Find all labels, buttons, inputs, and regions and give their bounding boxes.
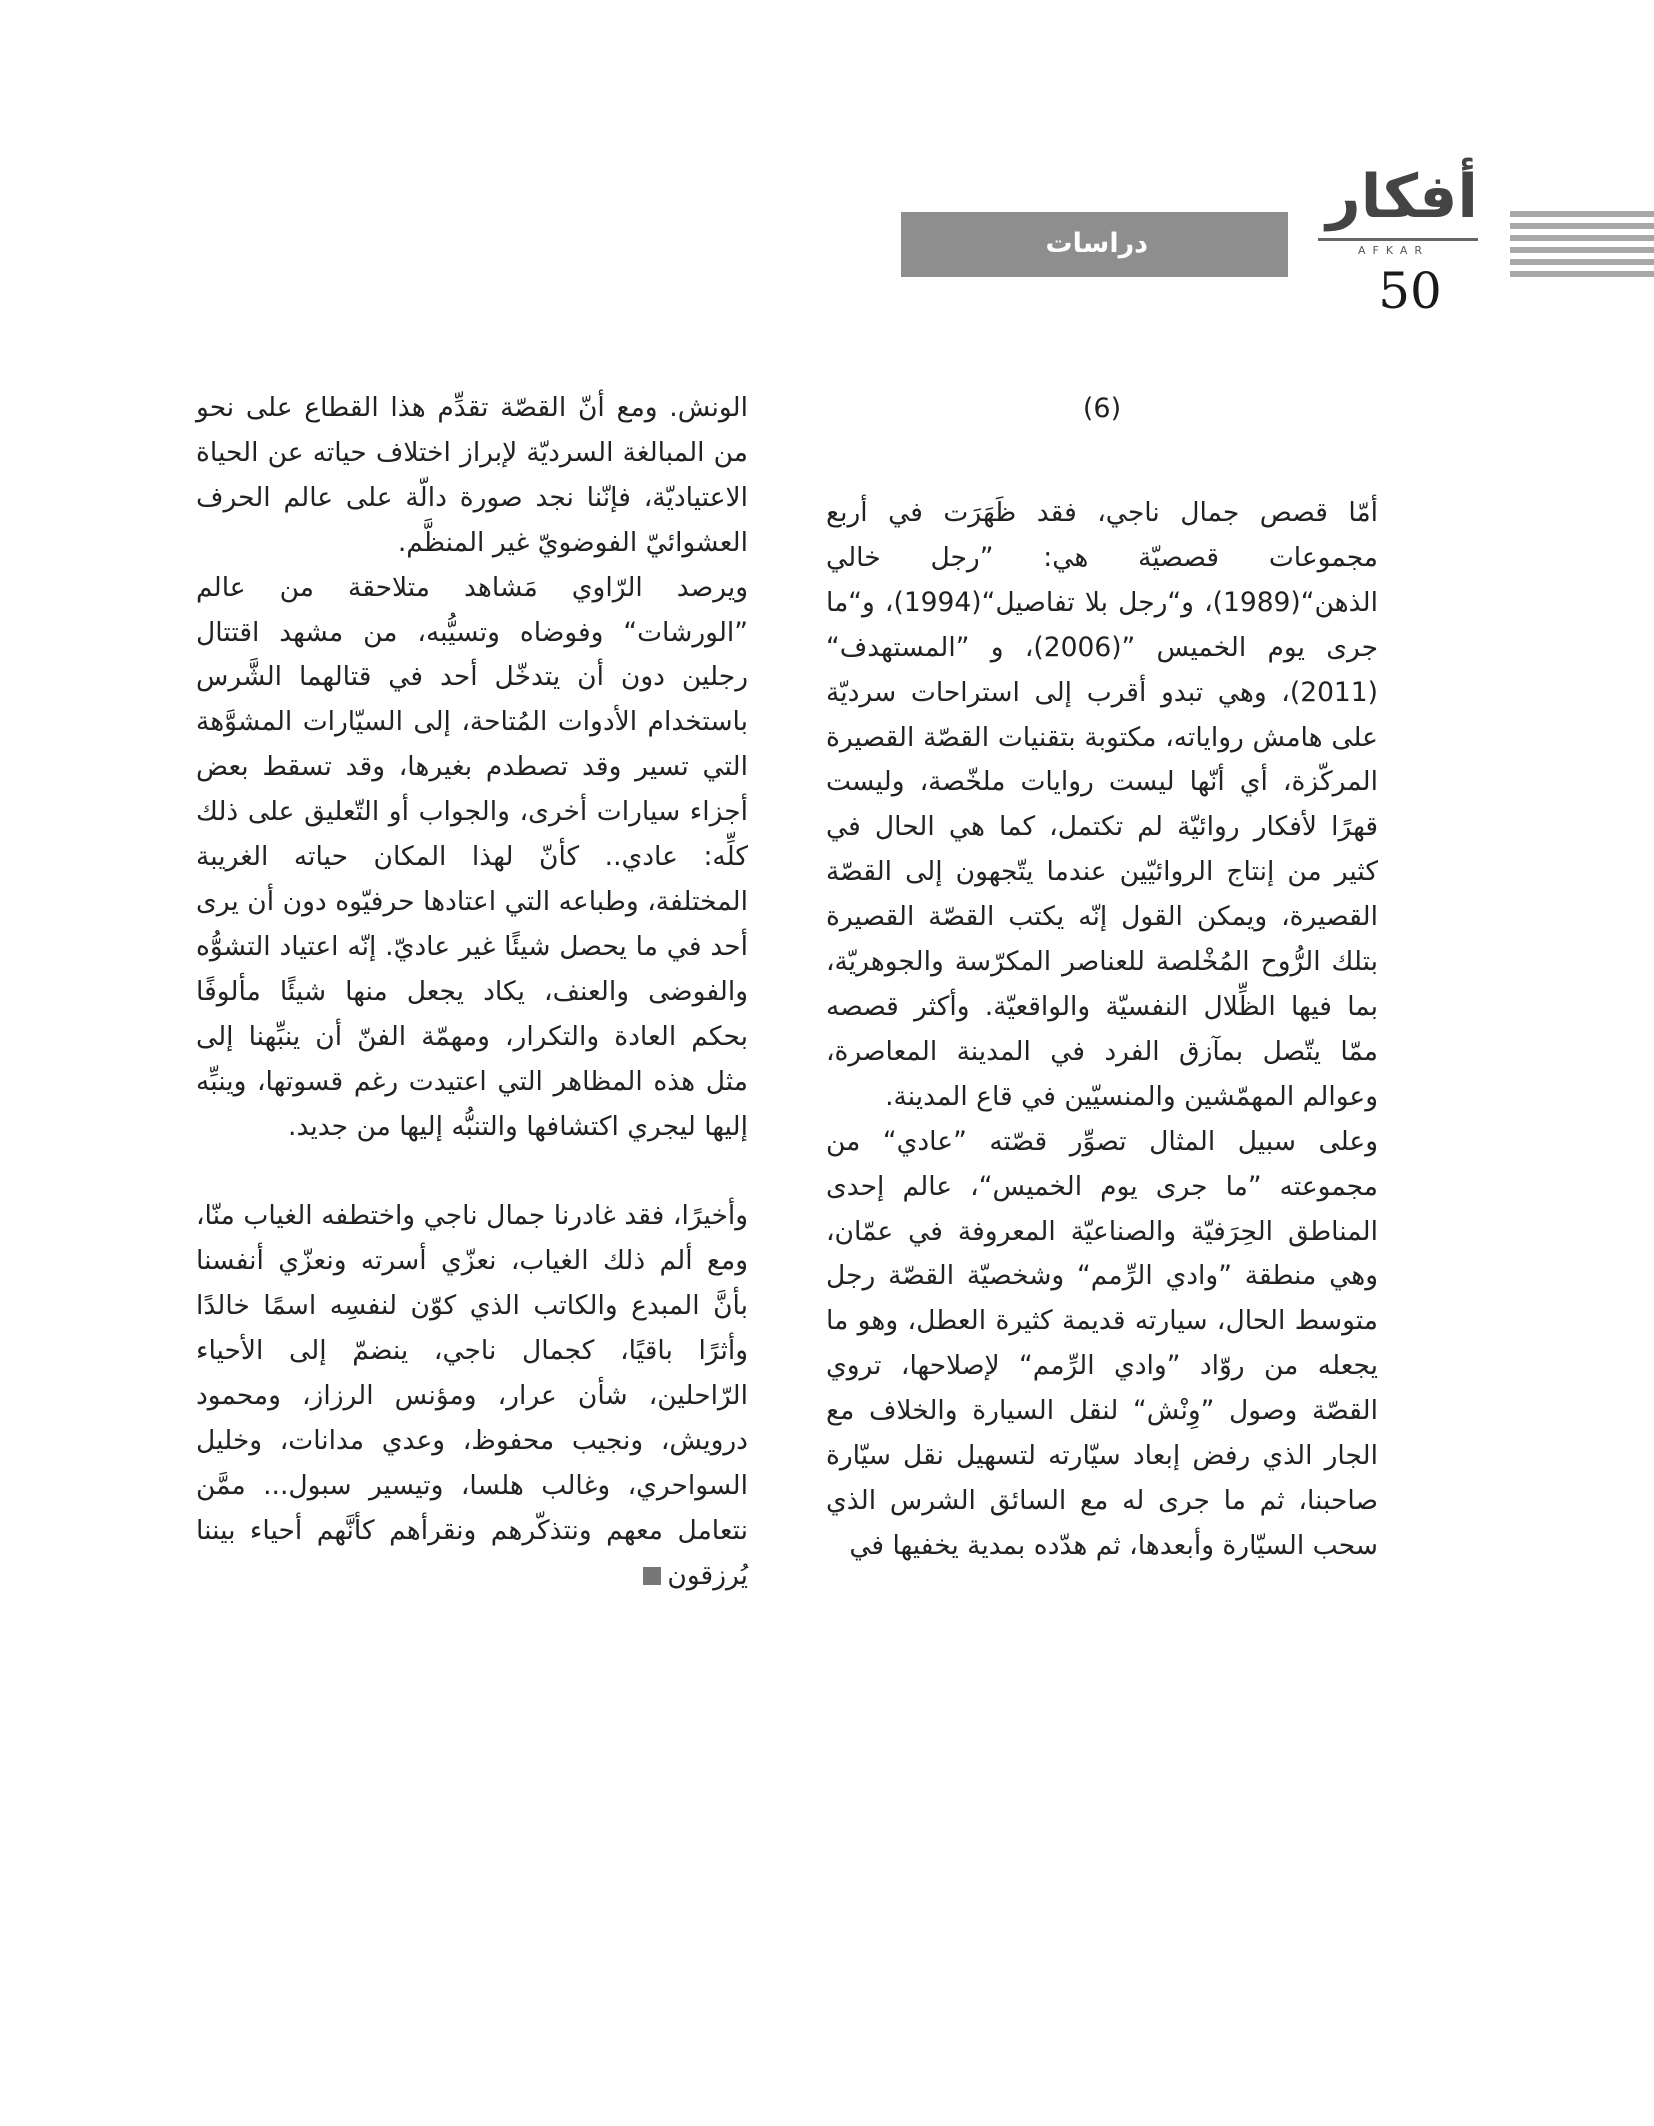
paragraph: الونش. ومع أنّ القصّة تقدِّم هذا القطاع على نحو من المبالغة السرديّة لإبراز اختلاف حياته عن الحياة الاعتياديّة، فإنّنا نجد صورة دالّة على عالم الحرف العشوائيّ الفوضويّ غير المنظَّم.	[196, 392, 748, 558]
end-of-article-square-icon	[643, 1567, 661, 1585]
logo-arabic: أفكار	[1326, 162, 1478, 232]
section-label: دراسات	[1045, 228, 1148, 259]
paragraph: أمّا قصص جمال ناجي، فقد ظَهَرَت في أربع مجموعات قصصيّة هي: ”رجل خالي الذهن“(1989)، و“رجل بلا تفاصيل“(1994)، و“ما جرى يوم الخميس ”(2006)، و ”المستهدف“ (2011)، وهي تبدو أقرب إلى استراحات سرديّة على هامش رواياته، مكتوبة بتقنيات القصّة القصيرة المركّزة، أي أنّها ليست روايات ملخّصة، وليست قهرًا لأفكار روائيّة لم تكتمل، كما هي الحال في كثير من إنتاج الروائيّين عندما يتّجهون إلى القصّة القصيرة، ويمكن القول إنّه يكتب القصّة القصيرة بتلك الرُّوح المُخْلصة للعناصر المكرّسة والجوهريّة، بما فيها الظِّلال النفسيّة والواقعيّة. وأكثر قصصه ممّا يتّصل بمآزق الفرد في المدينة المعاصرة، وعوالم المهمّشين والمنسيّين في قاع المدينة.	[826, 497, 1379, 1112]
closing-text: وأخيرًا، فقد غادرنا جمال ناجي واختطفه الغياب منّا، ومع ألم ذلك الغياب، نعزّي أسرته ونعزّي أنفسنا بأنَّ المبدع والكاتب الذي كوّن لنفسِه اسمًا خالدًا وأثرًا باقيًا، كجمال ناجي، ينضمّ إلى الأحياء الرّاحلين، شأن عرار، ومؤنس الرزاز، ومحمود درويش، ونجيب محفوظ، وعدي مدانات، وخليل السواحري، وغالب هلسا، وتيسير سبول... ممَّن نتعامل معهم ونتذكّرهم ونقرأهم كأنَّهم أحياء بيننا يُرزقون	[196, 1200, 748, 1591]
logo-english: AFKAR	[1358, 244, 1430, 257]
magazine-logo	[1318, 162, 1478, 262]
paragraph: ويرصد الرّاوي مَشاهد متلاحقة من عالم ”الورشات“ وفوضاه وتسيُّبه، من مشهد اقتتال رجلين دون أن يتدخّل أحد في قتالهما الشَّرس باستخدام الأدوات المُتاحة، إلى السيّارات المشوَّهة التي تسير وقد تصطدم بغيرها، وقد تسقط بعض أجزاء سيارات أخرى، والجواب أو التّعليق على ذلك كلِّه: عادي.. كأنّ لهذا المكان حياته الغريبة المختلفة، وطباعه التي اعتادها حرفيّوه دون أن يرى أحد في ما يحصل شيئًا غير عاديّ. إنّه اعتياد التشوُّه والفوضى والعنف، يكاد يجعل منها شيئًا مألوفًا بحكم العادة والتكرار، ومهمّة الفنّ أن ينبِّهنا إلى مثل هذه المظاهر التي اعتيدت رغم قسوتها، وينبِّه إليها ليجري اكتشافها والتنبُّه إليها من جديد.	[196, 571, 748, 1142]
article-column-left	[196, 386, 748, 1599]
section-banner	[901, 212, 1288, 277]
header-stripes	[1510, 211, 1654, 277]
section-heading: (6)	[1082, 393, 1122, 424]
logo-rule	[1318, 238, 1478, 241]
paragraph: وعلى سبيل المثال تصوِّر قصّته ”عادي“ من مجموعته ”ما جرى يوم الخميس“، عالم إحدى المناطق الحِرَفيّة والصناعيّة المعروفة في عمّان، وهي منطقة ”وادي الرِّمم“ وشخصيّة القصّة رجل متوسط الحال، سيارته قديمة كثيرة العطل، وهو ما يجعله من روّاد ”وادي الرِّمم“ لإصلاحها، تروي القصّة وصول ”وِنْش“ لنقل السيارة والخلاف مع الجار الذي رفض إبعاد سيّارته لتسهيل نقل سيّارة صاحبنا، ثم ما جرى له مع السائق الشرس الذي سحب السيّارة وأبعدها، ثم هدّده بمدية يخفيها في	[826, 1125, 1378, 1561]
closing-paragraph	[196, 1194, 748, 1598]
page-number: 50	[1378, 262, 1442, 320]
article-column-right	[826, 386, 1378, 1569]
